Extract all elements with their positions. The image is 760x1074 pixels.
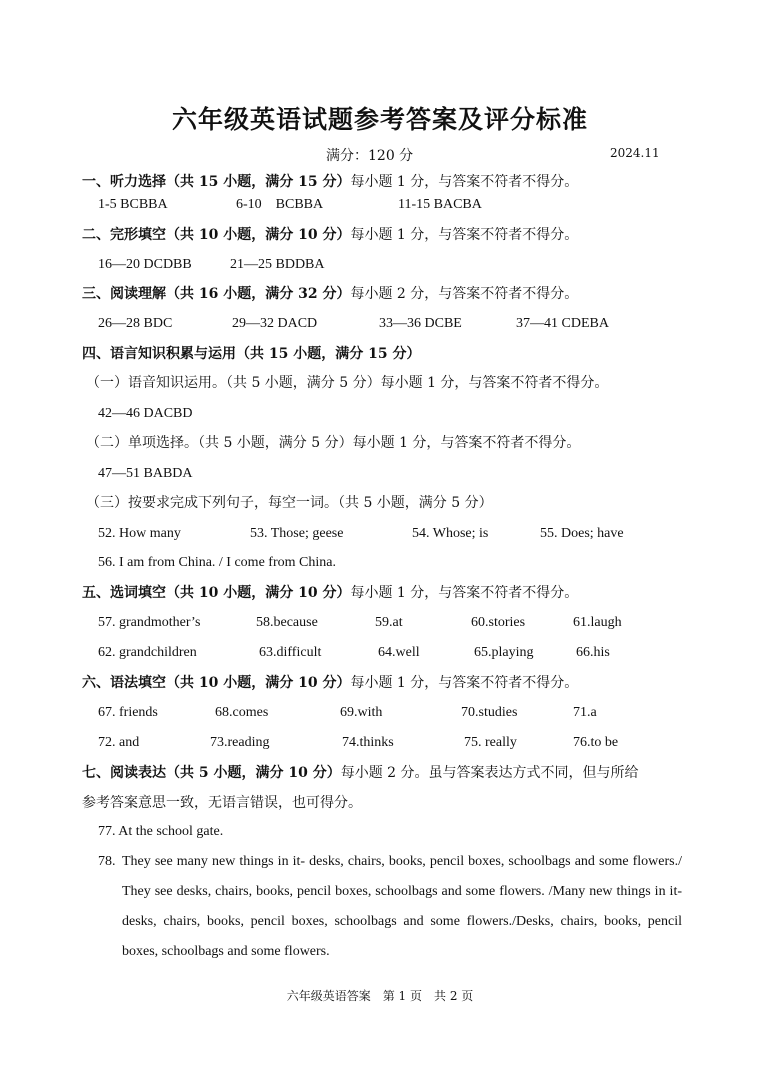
answer-item: 63.difficult (259, 645, 322, 660)
answer-paragraph: They see many new things in it- desks, chairs, books, pencil boxes, schoolbags and some flowers./ They see desks, chairs, books, pencil boxes, schoolbags and some flowers. /Many new things in it- desks, chairs, books, pencil boxes, schoolbags and some flowers./Desks, chairs, books, pencil boxes, schoolbags and some flowers. (122, 854, 682, 959)
answer-item: 54. Whose; is (412, 526, 489, 541)
answer-item: 66.his (576, 645, 610, 660)
answer-group: 37—41 CDEBA (516, 316, 609, 331)
answer-item: 71.a (573, 705, 597, 720)
section-5-heading (82, 583, 578, 603)
answer-item: 75. really (464, 735, 517, 750)
answer-group: 6-10 BCBBA (236, 197, 324, 212)
answer-item: 70.studies (461, 705, 518, 720)
section-2-rule: 每小题 1 分，与答案不符者不得分。 (350, 227, 579, 243)
answer-item: 68.comes (215, 705, 269, 720)
section-3-title: 三、阅读理解（共 16 小题，满分 32 分） (82, 286, 351, 302)
document-title: 六年级英语试题参考答案及评分标准 (171, 105, 588, 134)
section-1-heading (82, 172, 578, 192)
answer-item: 62. grandchildren (98, 645, 197, 660)
answer-item: 55. Does; have (540, 526, 624, 541)
section-4-heading (82, 344, 420, 364)
section-3-heading (82, 284, 578, 304)
section-2-heading (82, 225, 578, 245)
answer-item: 52. How many (98, 526, 181, 541)
section-7-heading (82, 763, 639, 783)
answer-item: 72. and (98, 735, 140, 750)
section-6-title: 六、语法填空（共 10 小题，满分 10 分） (82, 675, 351, 691)
section-4-part-2: （二）单项选择。（共 5 小题，满分 5 分）每小题 1 分，与答案不符者不得分。 (86, 435, 581, 451)
answer-item: 56. I am from China. / I come from China. (98, 555, 336, 570)
answer-group: 42—46 DACBD (98, 406, 193, 421)
answer-group: 21—25 BDDBA (230, 257, 325, 272)
section-7-rule: 每小题 2 分。虽与答案表达方式不同，但与所给 (340, 765, 639, 781)
section-4-part-3: （三）按要求完成下列句子，每空一词。（共 5 小题，满分 5 分） (86, 495, 493, 511)
answer-group: 29—32 DACD (232, 316, 318, 331)
answer-number: 78. (98, 854, 116, 869)
answer-item: 61.laugh (573, 615, 622, 630)
answer-item: 60.stories (471, 615, 526, 630)
answer-item: 59.at (375, 615, 403, 630)
answer-item: 57. grandmother’s (98, 615, 201, 630)
answer-group: 47—51 BABDA (98, 466, 193, 481)
section-4-title: 四、语言知识积累与运用（共 15 小题，满分 15 分） (82, 346, 421, 362)
answer-item: 58.because (256, 615, 318, 630)
section-2-title: 二、完形填空（共 10 小题，满分 10 分） (82, 227, 351, 243)
answer-item: 74.thinks (342, 735, 394, 750)
section-7-rule-continued: 参考答案意思一致，无语言错误，也可得分。 (82, 795, 362, 811)
answer-group: 11-15 BACBA (398, 197, 482, 212)
section-6-rule: 每小题 1 分，与答案不符者不得分。 (350, 675, 579, 691)
section-4-part-1: （一）语音知识运用。（共 5 小题，满分 5 分）每小题 1 分，与答案不符者不得分。 (86, 375, 609, 391)
section-1-rule: 每小题 1 分，与答案不符者不得分。 (350, 174, 579, 190)
answer-item: 67. friends (98, 705, 158, 720)
answer-group: 1-5 BCBBA (98, 197, 168, 212)
section-7-title: 七、阅读表达（共 5 小题，满分 10 分） (82, 765, 341, 781)
answer-item: 64.well (378, 645, 420, 660)
answer-item: 77. At the school gate. (98, 824, 224, 839)
total-score: 满分：120 分 (326, 148, 414, 164)
section-5-title: 五、选词填空（共 10 小题，满分 10 分） (82, 585, 351, 601)
section-1-title: 一、听力选择（共 15 小题，满分 15 分） (82, 174, 351, 190)
document-date: 2024.11 (610, 146, 660, 160)
section-6-heading (82, 673, 578, 693)
answer-item: 73.reading (210, 735, 270, 750)
section-5-rule: 每小题 1 分，与答案不符者不得分。 (350, 585, 579, 601)
answer-group: 26—28 BDC (98, 316, 173, 331)
answer-group: 16—20 DCDBB (98, 257, 192, 272)
answer-item: 65.playing (474, 645, 534, 660)
answer-item: 53. Those; geese (250, 526, 344, 541)
answer-group: 33—36 DCBE (379, 316, 462, 331)
answer-item: 76.to be (573, 735, 619, 750)
section-3-rule: 每小题 2 分，与答案不符者不得分。 (350, 286, 579, 302)
answer-item: 69.with (340, 705, 383, 720)
page-footer: 六年级英语答案 第 1 页 共 2 页 (286, 989, 474, 1003)
